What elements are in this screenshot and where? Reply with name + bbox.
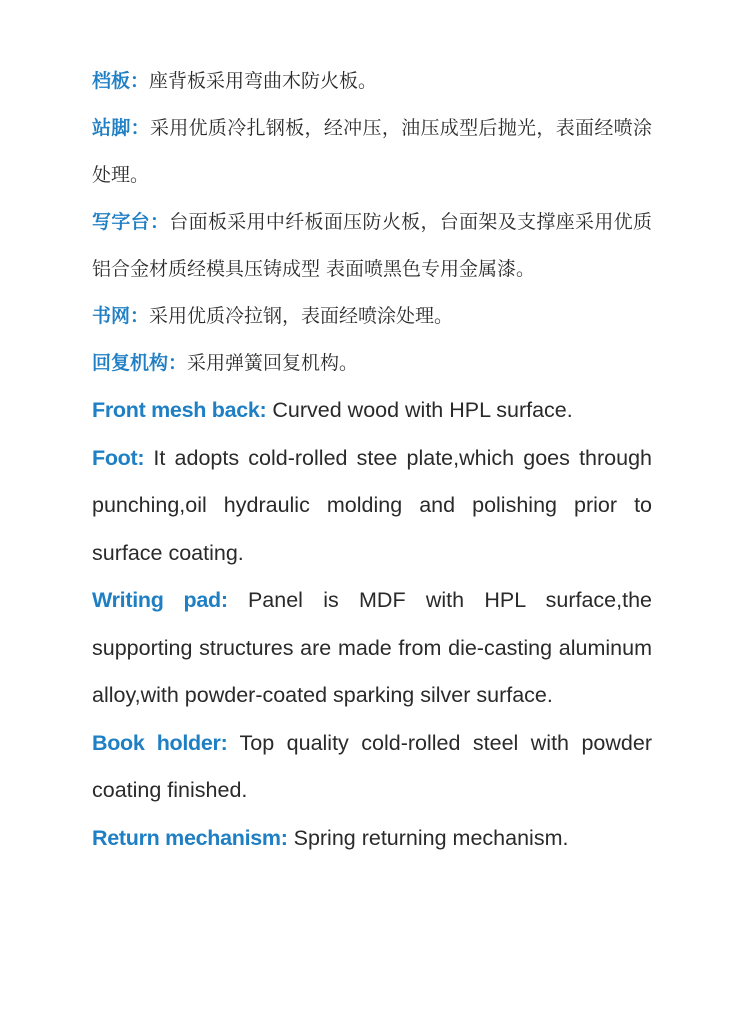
spec-label: Return mechanism: (92, 825, 288, 850)
spec-label: Front mesh back: (92, 398, 267, 422)
spec-text: 台面板采用中纤板面压防火板，台面架及支撑座采用优质铝合金材质经模具压铸成型 表面喷黑色专用金属漆。 (92, 211, 652, 280)
spec-foot-zh (92, 105, 652, 199)
spec-return-mechanism-zh (92, 340, 652, 387)
spec-label: Book holder: (92, 730, 228, 755)
spec-front-mesh-back (92, 387, 652, 435)
spec-text: It adopts cold-rolled stee plate,which goes through punching,oil hydraulic molding and polishing prior to surface coating. (92, 445, 652, 565)
spec-writing-pad-zh (92, 199, 652, 293)
spec-text: Spring returning mechanism. (287, 825, 569, 850)
spec-label: Foot: (92, 445, 145, 470)
english-spec-list (92, 387, 652, 862)
spec-label: 回复机构： (92, 352, 188, 374)
spec-text: Top quality cold-rolled steel with powder coating finished. (92, 730, 652, 802)
spec-label: Writing pad: (92, 588, 228, 612)
spec-book-holder (92, 720, 652, 815)
spec-panel-zh (92, 58, 652, 105)
spec-label: 站脚： (92, 117, 150, 139)
spec-return-mechanism (92, 815, 652, 863)
spec-text: Panel is MDF with HPL surface,the supporting structures are made from die-casting aluminum alloy,with powder-coated sparking silver surface. (92, 588, 652, 707)
spec-label: 写字台： (92, 211, 170, 233)
spec-text: 采用优质冷拉钢，表面经喷涂处理。 (149, 305, 454, 327)
spec-text: Curved wood with HPL surface. (266, 398, 573, 422)
spec-label: 档板： (92, 70, 150, 92)
spec-foot (92, 435, 652, 578)
spec-document (92, 58, 652, 862)
spec-text: 采用优质冷扎钢板，经冲压，油压成型后抛光，表面经喷涂处理。 (92, 117, 652, 186)
spec-text: 采用弹簧回复机构。 (187, 352, 359, 374)
spec-writing-pad (92, 577, 652, 720)
spec-label: 书网： (92, 305, 150, 327)
spec-text: 座背板采用弯曲木防火板。 (149, 70, 378, 92)
spec-book-holder-zh (92, 293, 652, 340)
chinese-spec-list (92, 58, 652, 387)
